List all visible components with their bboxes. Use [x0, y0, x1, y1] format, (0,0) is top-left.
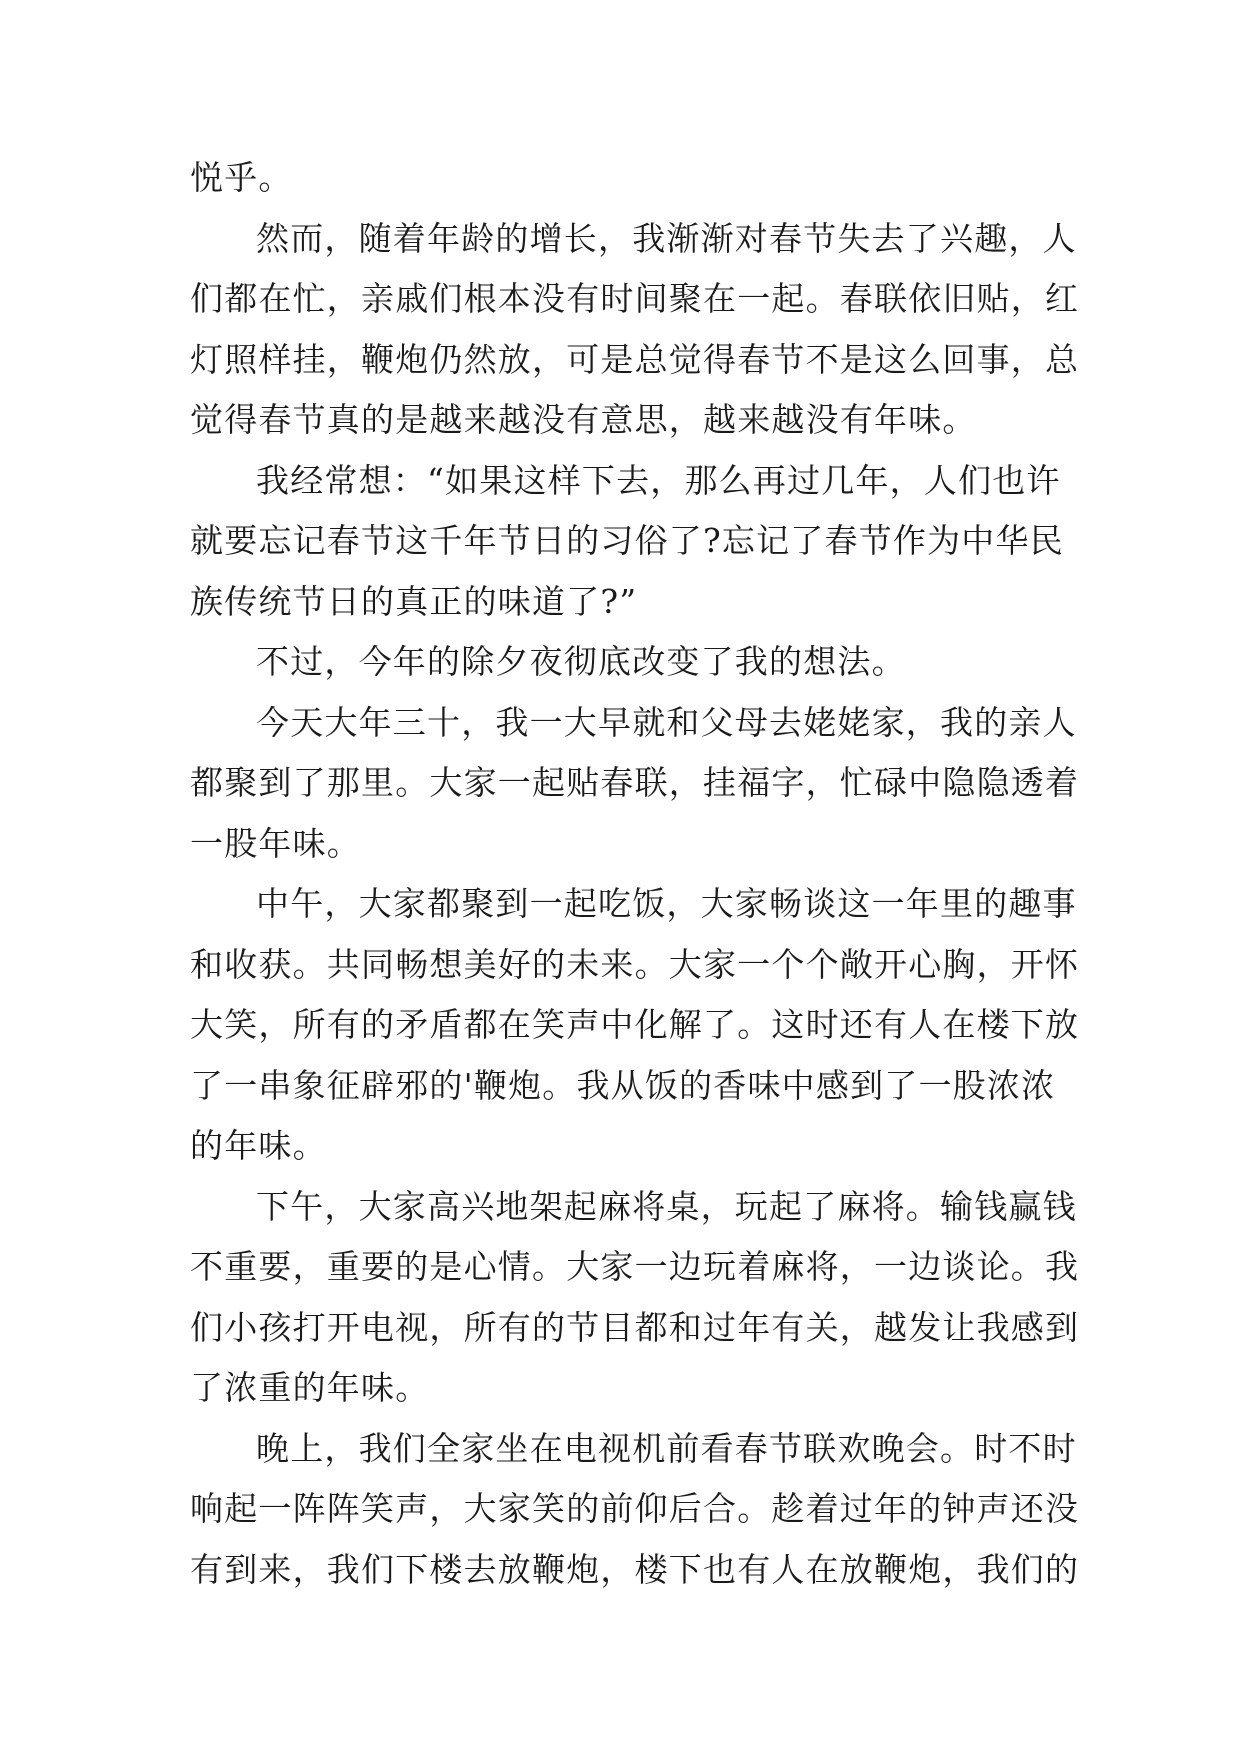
text-line: 族传统节日的真正的味道了?” [190, 581, 638, 621]
text-line: 的年味。 [190, 1126, 327, 1165]
text-line: 不过，今年的除夕夜彻底改变了我的想法。 [256, 642, 906, 681]
text-line: 中午，大家都聚到一起吃饭，大家畅谈这一年里的趣事 [256, 884, 1077, 923]
text-line: 晚上，我们全家坐在电视机前看春节联欢晚会。时不时 [256, 1428, 1077, 1468]
text-line: 悦乎。 [190, 158, 293, 197]
text-line: 一股年味。 [190, 823, 361, 863]
text-line: 下午，大家高兴地架起麻将桌，玩起了麻将。输钱赢钱 [256, 1186, 1077, 1226]
text-line: 今天大年三十，我一大早就和父母去姥姥家，我的亲人 [256, 702, 1077, 742]
text-line: 就要忘记春节这千年节日的习俗了?忘记了春节作为中华民 [190, 521, 1064, 560]
text-line: 然而，随着年龄的增长，我渐渐对春节失去了兴趣，人 [256, 218, 1077, 258]
text-line: 了一串象征辟邪的'鞭炮。我从饭的香味中感到了一股浓浓 [190, 1065, 1056, 1105]
text-line: 们小孩打开电视，所有的节目都和过年有关，越发让我感到 [190, 1307, 1080, 1347]
body-text [190, 148, 1080, 1600]
text-line: 响起一阵阵笑声，大家笑的前仰后合。趁着过年的钟声还没 [190, 1489, 1080, 1528]
text-line: 大笑，所有的矛盾都在笑声中化解了。这时还有人在楼下放 [190, 1005, 1080, 1044]
text-line: 灯照样挂，鞭炮仍然放，可是总觉得春节不是这么回事，总 [190, 339, 1080, 379]
text-line: 有到来，我们下楼去放鞭炮，楼下也有人在放鞭炮，我们的 [190, 1549, 1080, 1589]
text-line: 和收获。共同畅想美好的未来。大家一个个敞开心胸，开怀 [190, 944, 1080, 984]
text-line: 了浓重的年味。 [190, 1368, 430, 1407]
text-line: 觉得春节真的是越来越没有意思，越来越没有年味。 [190, 400, 977, 439]
text-line: 我经常想：“如果这样下去，那么再过几年，人们也许 [256, 460, 1061, 500]
text-line: 们都在忙，亲戚们根本没有时间聚在一起。春联依旧贴，红 [190, 279, 1080, 318]
text-line: 都聚到了那里。大家一起贴春联，挂福字，忙碌中隐隐透着 [190, 763, 1080, 802]
text-line: 不重要，重要的是心情。大家一边玩着麻将，一边谈论。我 [190, 1247, 1080, 1286]
